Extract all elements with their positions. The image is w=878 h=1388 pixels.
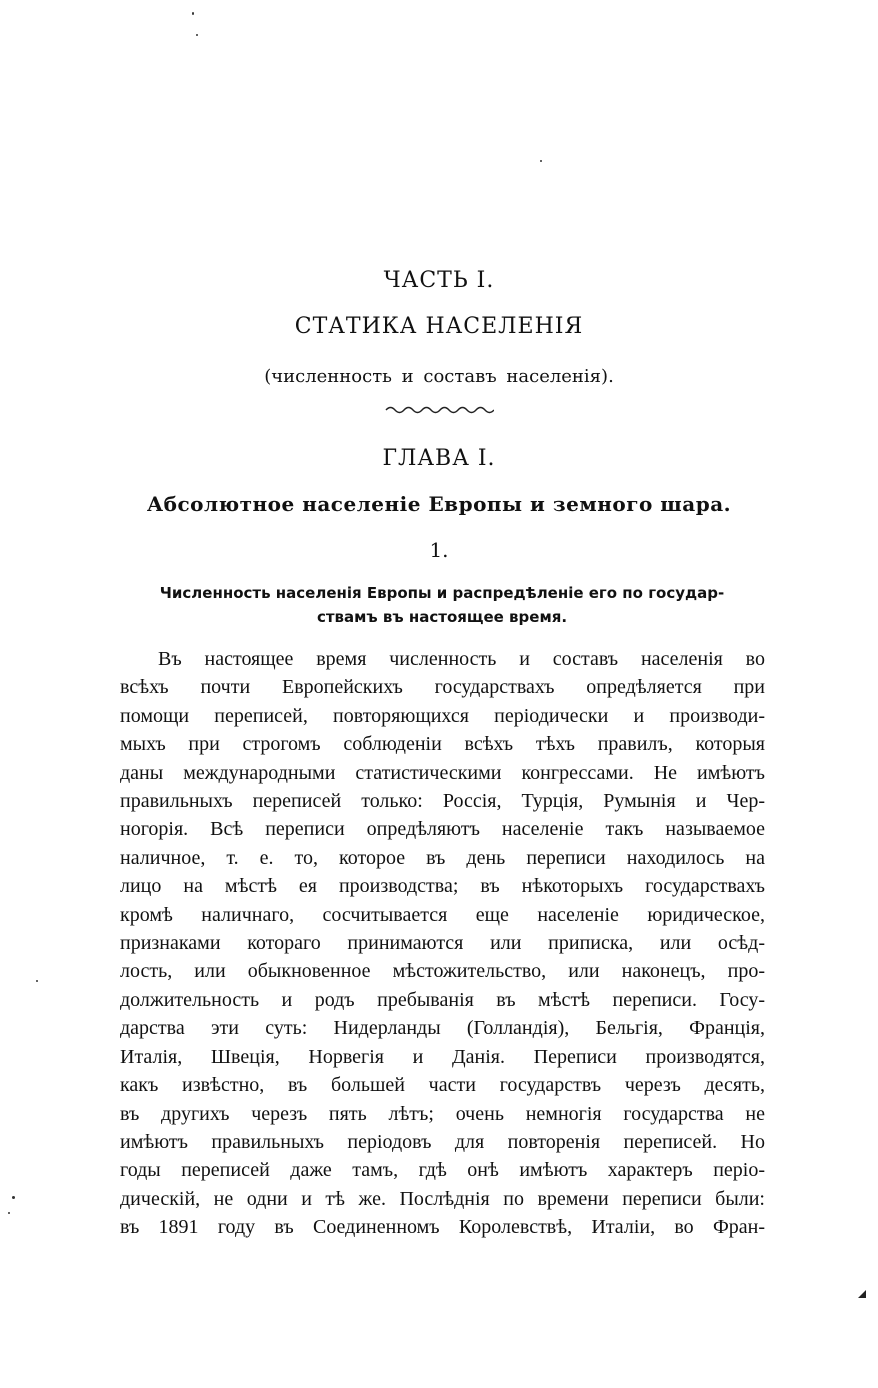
text-line: лицо на мѣстѣ ея производства; въ нѣкоторыхъ государствахъ: [120, 875, 765, 898]
text-line: правильныхъ переписей только: Россія, Турція, Румынія и Чер-: [120, 790, 765, 813]
text-line: Италія, Швеція, Норвегія и Данія. Переписи производятся,: [120, 1045, 765, 1068]
text-line: въ другихъ черезъ пять лѣтъ; очень немногія государства не: [120, 1102, 765, 1125]
text-line: ногорія. Всѣ переписи опредѣляютъ населеніе такъ называемое: [120, 818, 765, 841]
scan-speck: [12, 1196, 15, 1199]
part-title: ЧАСТЬ I.: [383, 268, 495, 293]
section-title: СТАТИКА НАСЕЛЕНІЯ: [294, 314, 584, 339]
scan-corner-mark: [858, 1290, 866, 1298]
scan-speck: [8, 1212, 10, 1214]
item-number: 1.: [429, 538, 449, 562]
wavy-divider-ornament: [384, 402, 494, 418]
text-line: дическій, не одни и тѣ же. Послѣднія по времени переписи были:: [120, 1187, 765, 1210]
scan-speck: [540, 160, 542, 162]
text-line: какъ извѣстно, въ большей части государствъ черезъ десять,: [120, 1074, 765, 1097]
text-line: признаками котораго принимаются или приписка, или осѣд-: [120, 932, 765, 955]
text-line: Въ настоящее время численность и составъ населенія во: [158, 648, 765, 670]
text-line: дарства эти суть: Нидерланды (Голландія), Бельгія, Франція,: [120, 1017, 765, 1040]
scan-speck: [196, 34, 198, 36]
text-line: наличное, т. е. то, которое въ день переписи находилось на: [120, 846, 765, 869]
scan-speck: [192, 12, 194, 15]
chapter-heading: Абсолютное населеніе Европы и земного шара.: [146, 492, 732, 516]
item-heading-line: ствамъ въ настоящее время.: [316, 608, 568, 626]
text-line: имѣютъ правильныхъ періодовъ для повторенія переписей. Но: [120, 1130, 765, 1153]
text-line: лость, или обыкновенное мѣстожительство, или наконецъ, про-: [120, 960, 765, 983]
text-line: мыхъ при строгомъ соблюденіи всѣхъ тѣхъ правилъ, которыя: [120, 733, 765, 756]
text-line: всѣхъ почти Европейскихъ государствахъ опредѣляется при: [120, 676, 765, 699]
text-line: кромѣ наличнаго, сосчитывается еще населеніе юридическое,: [120, 903, 765, 926]
body-paragraph: [120, 645, 765, 1242]
item-heading-line: Численность населенія Европы и распредѣленіе его по государ-: [159, 584, 725, 602]
scan-speck: [36, 980, 38, 982]
text-line: помощи переписей, повторяющихся періодически и производи-: [120, 704, 765, 727]
text-line: должительность и родъ пребыванія въ мѣстѣ переписи. Госу-: [120, 988, 765, 1011]
text-line: въ 1891 году въ Соединенномъ Королевствѣ, Италіи, во Фран-: [120, 1216, 765, 1239]
text-line: даны международными статистическими конгрессами. Не имѣютъ: [120, 761, 765, 784]
text-line: годы переписей даже тамъ, гдѣ онѣ имѣютъ характеръ періо-: [120, 1159, 765, 1182]
item-heading: [118, 581, 766, 629]
section-subtitle: (численность и составъ населенія).: [264, 366, 614, 387]
chapter-title: ГЛАВА I.: [382, 446, 496, 471]
